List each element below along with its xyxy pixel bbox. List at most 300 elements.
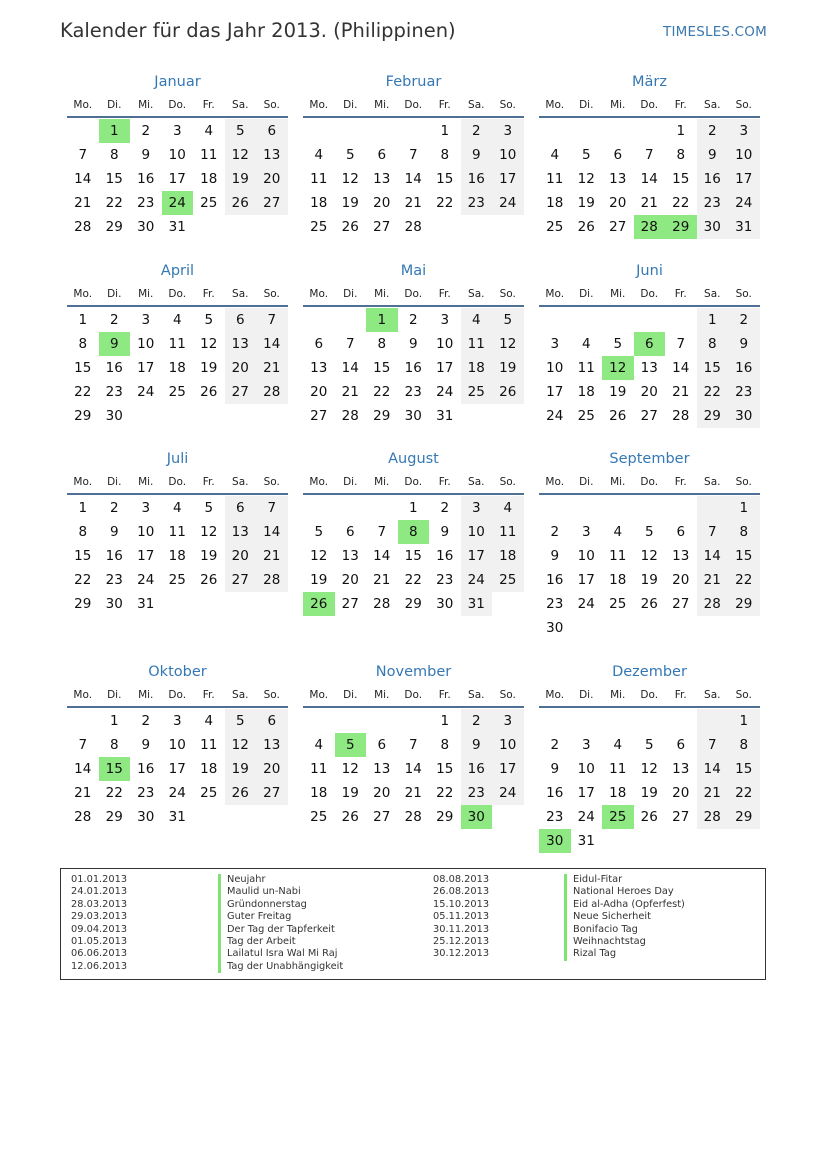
weekday-label: Sa. (232, 476, 249, 488)
day-cell: 17 (137, 548, 155, 564)
day-cell: 26 (200, 384, 218, 400)
day-cell: 10 (728, 143, 760, 167)
legend-holiday-name: National Heroes Day (564, 886, 685, 898)
day-cell: 25 (609, 596, 627, 612)
day-cell: 23 (137, 195, 155, 211)
day-cell: 7 (345, 336, 355, 352)
day-cell: 25 (577, 408, 595, 424)
day-cell: 18 (492, 544, 524, 568)
day-cell: 2 (550, 524, 560, 540)
weekday-label: Fr. (202, 476, 215, 488)
day-cell: 29 (74, 596, 92, 612)
empty-cell (303, 308, 335, 332)
day-cell: 2 (109, 312, 119, 328)
weekday-label: Mi. (374, 476, 390, 488)
weekday-label: Do. (404, 288, 423, 300)
weekday-label: Mo. (545, 99, 565, 111)
weekday-label: Fr. (202, 288, 215, 300)
day-cell: 4 (204, 123, 214, 139)
day-cell: 18 (461, 356, 493, 380)
day-cell: 28 (672, 408, 690, 424)
day-cell: 6 (225, 308, 257, 332)
day-cell: 18 (310, 195, 328, 211)
legend-holiday-name: Guter Freitag (218, 911, 343, 923)
day-cell: 4 (314, 147, 324, 163)
day-cell: 20 (672, 572, 690, 588)
empty-cell (571, 496, 603, 520)
day-cell: 20 (310, 384, 328, 400)
day-cell: 23 (461, 781, 493, 805)
day-cell: 2 (550, 737, 560, 753)
day-cell: 21 (404, 195, 422, 211)
day-cell: 8 (109, 737, 119, 753)
day-cell: 15 (404, 548, 422, 564)
day-cell: 29 (728, 805, 760, 829)
weekday-label: Sa. (468, 476, 485, 488)
day-cell: 16 (546, 785, 564, 801)
weekday-label: Di. (107, 689, 122, 701)
holiday-day-cell: 1 (99, 119, 131, 143)
day-cell: 2 (109, 500, 119, 516)
day-cell: 10 (577, 761, 595, 777)
legend-holiday-name: Tag der Arbeit (218, 936, 343, 948)
weekday-label: Fr. (674, 288, 687, 300)
day-cell: 28 (256, 568, 288, 592)
day-cell: 24 (436, 384, 454, 400)
day-cell: 27 (373, 809, 391, 825)
day-cell: 12 (200, 336, 218, 352)
day-cell: 18 (609, 785, 627, 801)
day-cell: 5 (644, 737, 654, 753)
weekday-header (67, 471, 288, 495)
day-cell: 3 (728, 119, 760, 143)
weekday-label: Mo. (73, 476, 93, 488)
legend-date: 28.03.2013 (71, 898, 128, 910)
day-cell: 20 (341, 572, 359, 588)
month-6 (539, 259, 760, 428)
weekday-label: Mi. (610, 476, 626, 488)
day-cell: 27 (609, 219, 627, 235)
day-cell: 29 (74, 408, 92, 424)
day-cell: 28 (373, 596, 391, 612)
empty-cell (602, 496, 634, 520)
day-cell: 28 (74, 809, 92, 825)
day-cell: 16 (105, 360, 123, 376)
day-cell: 20 (225, 356, 257, 380)
day-cell: 20 (225, 544, 257, 568)
holiday-day-cell: 25 (602, 805, 634, 829)
day-cell: 6 (314, 336, 324, 352)
empty-cell (335, 709, 367, 733)
day-cell: 14 (373, 548, 391, 564)
day-cell: 4 (492, 496, 524, 520)
day-cell: 22 (728, 781, 760, 805)
day-cell: 4 (581, 336, 591, 352)
weekday-header (539, 471, 760, 495)
day-cell: 24 (577, 809, 595, 825)
weekday-label: Mo. (73, 689, 93, 701)
weekday-label: So. (735, 476, 752, 488)
empty-cell (571, 119, 603, 143)
day-cell: 22 (728, 568, 760, 592)
day-cell: 2 (461, 709, 493, 733)
month-name: November (375, 664, 452, 680)
weekday-label: Do. (168, 476, 187, 488)
holiday-day-cell: 28 (634, 215, 666, 239)
day-cell: 23 (105, 572, 123, 588)
day-cell: 2 (728, 308, 760, 332)
holiday-day-cell: 24 (162, 191, 194, 215)
day-cell: 3 (581, 737, 591, 753)
day-cell: 4 (613, 524, 623, 540)
weekday-label: Do. (168, 99, 187, 111)
day-cell: 5 (613, 336, 623, 352)
legend-date: 06.06.2013 (71, 948, 128, 960)
day-cell: 23 (404, 384, 422, 400)
holiday-day-cell: 26 (303, 592, 335, 616)
weekday-label: Di. (107, 99, 122, 111)
day-cell: 8 (78, 524, 88, 540)
holiday-day-cell: 9 (99, 332, 131, 356)
day-cell: 24 (492, 781, 524, 805)
day-cell: 4 (550, 147, 560, 163)
weekday-label: So. (735, 288, 752, 300)
month-2 (303, 70, 524, 239)
day-cell: 3 (141, 312, 151, 328)
day-cell: 10 (137, 524, 155, 540)
weekday-label: Mo. (309, 99, 329, 111)
empty-cell (398, 119, 430, 143)
day-cell: 20 (373, 785, 391, 801)
weekday-label: Sa. (704, 288, 721, 300)
legend-date: 12.06.2013 (71, 960, 128, 972)
day-cell: 7 (408, 147, 418, 163)
weekday-label: Do. (168, 288, 187, 300)
empty-cell (335, 308, 367, 332)
day-cell: 11 (577, 360, 595, 376)
holiday-day-cell: 8 (398, 520, 430, 544)
day-cell: 25 (546, 219, 564, 235)
day-cell: 31 (137, 596, 155, 612)
day-cell: 9 (408, 336, 418, 352)
day-cell: 2 (408, 312, 418, 328)
day-cell: 18 (200, 761, 218, 777)
day-cell: 10 (546, 360, 564, 376)
day-cell: 28 (74, 219, 92, 235)
day-cell: 7 (377, 524, 387, 540)
weekday-label: Fr. (438, 476, 451, 488)
day-cell: 4 (613, 737, 623, 753)
empty-cell (366, 119, 398, 143)
day-cell: 7 (644, 147, 654, 163)
empty-cell (571, 308, 603, 332)
month-4 (67, 259, 288, 428)
day-cell: 24 (461, 568, 493, 592)
day-cell: 13 (225, 520, 257, 544)
weekday-label: Sa. (704, 689, 721, 701)
day-cell: 6 (676, 737, 686, 753)
weekday-header (539, 684, 760, 708)
day-cell: 4 (172, 500, 182, 516)
day-cell: 3 (492, 119, 524, 143)
day-cell: 1 (676, 123, 686, 139)
weekday-label: So. (263, 288, 280, 300)
day-cell: 30 (728, 404, 760, 428)
day-cell: 15 (672, 171, 690, 187)
day-cell: 30 (137, 809, 155, 825)
day-cell: 5 (225, 119, 257, 143)
day-cell: 7 (676, 336, 686, 352)
day-cell: 9 (461, 143, 493, 167)
day-cell: 9 (697, 143, 729, 167)
day-cell: 22 (105, 195, 123, 211)
empty-cell (634, 496, 666, 520)
day-cell: 9 (141, 737, 151, 753)
day-cell: 20 (640, 384, 658, 400)
day-cell: 30 (137, 219, 155, 235)
day-cell: 14 (74, 171, 92, 187)
empty-cell (634, 308, 666, 332)
day-grid (67, 709, 288, 829)
empty-cell (335, 496, 367, 520)
empty-cell (665, 709, 697, 733)
day-cell: 19 (640, 572, 658, 588)
day-cell: 16 (436, 548, 454, 564)
day-cell: 11 (609, 761, 627, 777)
day-cell: 24 (577, 596, 595, 612)
empty-cell (539, 308, 571, 332)
day-cell: 14 (404, 761, 422, 777)
legend-left-dates (71, 874, 127, 973)
day-cell: 24 (168, 785, 186, 801)
day-cell: 9 (109, 524, 119, 540)
day-cell: 19 (492, 356, 524, 380)
day-cell: 13 (341, 548, 359, 564)
weekday-label: Mi. (138, 476, 154, 488)
day-cell: 3 (550, 336, 560, 352)
day-cell: 22 (105, 785, 123, 801)
day-cell: 18 (168, 548, 186, 564)
weekday-label: Sa. (232, 99, 249, 111)
month-name: Juli (166, 451, 189, 467)
day-cell: 11 (168, 524, 186, 540)
empty-cell (539, 119, 571, 143)
day-cell: 2 (440, 500, 450, 516)
weekday-label: Mo. (73, 288, 93, 300)
weekday-label: So. (499, 99, 516, 111)
day-cell: 9 (440, 524, 450, 540)
weekday-header (67, 283, 288, 307)
weekday-label: Do. (640, 689, 659, 701)
holiday-day-cell: 1 (366, 308, 398, 332)
day-cell: 21 (672, 384, 690, 400)
day-cell: 16 (461, 757, 493, 781)
day-cell: 7 (697, 520, 729, 544)
month-12 (539, 660, 760, 853)
empty-cell (665, 308, 697, 332)
legend-date: 15.10.2013 (433, 898, 490, 910)
day-cell: 13 (373, 171, 391, 187)
day-cell: 13 (256, 143, 288, 167)
day-cell: 15 (436, 171, 454, 187)
weekday-label: So. (499, 476, 516, 488)
weekday-label: Fr. (674, 689, 687, 701)
day-cell: 6 (377, 147, 387, 163)
day-cell: 14 (697, 544, 729, 568)
day-cell: 30 (105, 408, 123, 424)
day-cell: 20 (256, 167, 288, 191)
day-cell: 24 (492, 191, 524, 215)
day-cell: 8 (109, 147, 119, 163)
day-cell: 21 (256, 356, 288, 380)
weekday-label: Mo. (73, 99, 93, 111)
holiday-day-cell: 15 (99, 757, 131, 781)
day-cell: 27 (640, 408, 658, 424)
legend-date: 09.04.2013 (71, 923, 128, 935)
day-cell: 21 (640, 195, 658, 211)
weekday-label: Do. (404, 99, 423, 111)
legend-holiday-name: Neujahr (218, 874, 343, 886)
day-cell: 27 (672, 809, 690, 825)
day-cell: 28 (404, 219, 422, 235)
weekday-header (303, 684, 524, 708)
day-cell: 27 (256, 781, 288, 805)
day-cell: 15 (697, 356, 729, 380)
legend-holiday-name: Lailatul Isra Wal Mi Raj (218, 948, 343, 960)
month-name: März (632, 74, 667, 90)
day-cell: 13 (672, 548, 690, 564)
day-cell: 4 (461, 308, 493, 332)
day-cell: 1 (440, 123, 450, 139)
day-cell: 17 (577, 785, 595, 801)
legend-holiday-name: Eid al-Adha (Opferfest) (564, 899, 685, 911)
day-cell: 11 (461, 332, 493, 356)
weekday-label: Do. (640, 476, 659, 488)
day-cell: 8 (440, 737, 450, 753)
day-cell: 27 (310, 408, 328, 424)
day-cell: 21 (256, 544, 288, 568)
day-cell: 1 (440, 713, 450, 729)
month-8 (303, 447, 524, 616)
day-cell: 14 (341, 360, 359, 376)
weekday-label: Fr. (202, 689, 215, 701)
day-cell: 27 (672, 596, 690, 612)
weekday-label: Mi. (138, 689, 154, 701)
day-cell: 9 (141, 147, 151, 163)
day-cell: 9 (550, 761, 560, 777)
day-cell: 25 (310, 809, 328, 825)
day-grid (303, 119, 524, 239)
month-name: September (609, 451, 690, 467)
weekday-label: Mi. (610, 689, 626, 701)
empty-cell (602, 709, 634, 733)
day-cell: 30 (546, 620, 564, 636)
day-cell: 7 (697, 733, 729, 757)
day-cell: 11 (200, 147, 218, 163)
holiday-day-cell: 12 (602, 356, 634, 380)
day-cell: 12 (225, 143, 257, 167)
weekday-label: Sa. (704, 99, 721, 111)
day-cell: 12 (225, 733, 257, 757)
day-cell: 23 (105, 384, 123, 400)
legend-left-names (218, 874, 343, 973)
day-cell: 5 (225, 709, 257, 733)
day-cell: 8 (78, 336, 88, 352)
day-cell: 23 (546, 596, 564, 612)
day-cell: 30 (105, 596, 123, 612)
weekday-label: Sa. (468, 689, 485, 701)
legend-holiday-name: Eidul-Fitar (564, 874, 685, 886)
empty-cell (539, 709, 571, 733)
day-cell: 11 (168, 336, 186, 352)
day-cell: 26 (640, 596, 658, 612)
site-link[interactable]: TIMESLES.COM (663, 24, 767, 40)
day-cell: 29 (105, 809, 123, 825)
weekday-label: Di. (343, 288, 358, 300)
weekday-label: Di. (343, 99, 358, 111)
empty-cell (634, 119, 666, 143)
weekday-label: Mo. (309, 689, 329, 701)
day-cell: 31 (168, 809, 186, 825)
weekday-label: So. (499, 288, 516, 300)
day-cell: 18 (546, 195, 564, 211)
day-cell: 27 (373, 219, 391, 235)
day-cell: 22 (373, 384, 391, 400)
holiday-day-cell: 30 (461, 805, 493, 829)
day-cell: 26 (341, 219, 359, 235)
day-cell: 31 (577, 833, 595, 849)
month-7 (67, 447, 288, 616)
day-cell: 17 (577, 572, 595, 588)
day-cell: 23 (728, 380, 760, 404)
day-grid (539, 308, 760, 428)
weekday-label: Do. (168, 689, 187, 701)
empty-cell (602, 119, 634, 143)
day-cell: 19 (640, 785, 658, 801)
weekday-label: Do. (640, 99, 659, 111)
day-cell: 26 (492, 380, 524, 404)
weekday-label: Fr. (202, 99, 215, 111)
month-11 (303, 660, 524, 829)
day-cell: 17 (728, 167, 760, 191)
day-cell: 10 (461, 520, 493, 544)
weekday-label: Fr. (674, 476, 687, 488)
day-cell: 12 (341, 171, 359, 187)
day-cell: 24 (546, 408, 564, 424)
day-cell: 16 (728, 356, 760, 380)
day-cell: 3 (461, 496, 493, 520)
legend-holiday-name: Bonifacio Tag (564, 924, 685, 936)
day-cell: 19 (609, 384, 627, 400)
day-cell: 28 (341, 408, 359, 424)
day-cell: 13 (256, 733, 288, 757)
day-cell: 16 (137, 171, 155, 187)
month-name: Mai (400, 263, 427, 279)
day-cell: 1 (697, 308, 729, 332)
day-cell: 3 (172, 713, 182, 729)
day-cell: 26 (577, 219, 595, 235)
day-cell: 26 (225, 781, 257, 805)
empty-cell (303, 119, 335, 143)
legend-holiday-name: Weihnachtstag (564, 936, 685, 948)
day-cell: 21 (373, 572, 391, 588)
day-cell: 8 (676, 147, 686, 163)
day-cell: 10 (492, 733, 524, 757)
day-cell: 2 (461, 119, 493, 143)
legend-date: 29.03.2013 (71, 911, 128, 923)
month-name: August (388, 451, 439, 467)
day-cell: 6 (377, 737, 387, 753)
